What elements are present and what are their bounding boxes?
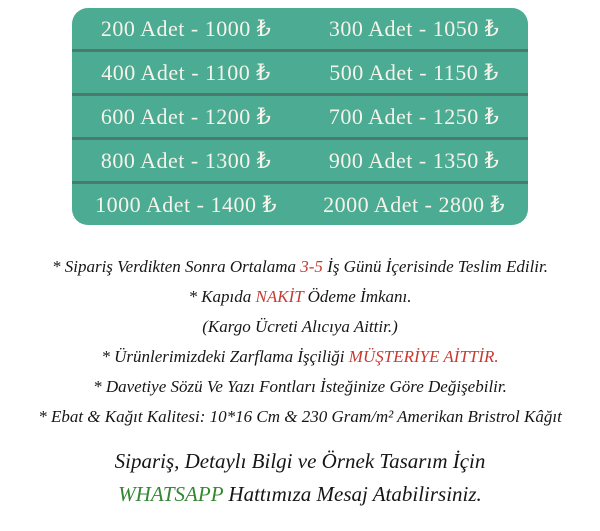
price-cell: 2000 Adet - 2800 ₺ bbox=[323, 191, 505, 217]
delivery-note-highlight: 3-5 bbox=[300, 257, 323, 276]
price-table-row bbox=[72, 181, 528, 225]
price-cell: 900 Adet - 1350 ₺ bbox=[328, 147, 500, 173]
footer-cta bbox=[0, 445, 600, 511]
notes-section bbox=[0, 258, 600, 426]
price-table-row bbox=[72, 8, 528, 49]
payment-note-pre: * Kapıda bbox=[188, 287, 256, 306]
price-table-row bbox=[72, 137, 528, 181]
delivery-note-pre: * Sipariş Verdikten Sonra Ortalama bbox=[52, 257, 301, 276]
payment-note-post: Ödeme İmkanı. bbox=[303, 287, 412, 306]
whatsapp-label: WHATSAPP bbox=[118, 482, 224, 506]
delivery-note-post: İş Günü İçerisinde Teslim Edilir. bbox=[322, 257, 548, 276]
price-cell: 700 Adet - 1250 ₺ bbox=[328, 103, 500, 129]
price-cell: 300 Adet - 1050 ₺ bbox=[328, 15, 500, 41]
price-table bbox=[72, 8, 528, 225]
price-cell: 800 Adet - 1300 ₺ bbox=[100, 147, 272, 173]
footer-line-2 bbox=[0, 478, 600, 511]
shipping-note: (Kargo Ücreti Alıcıya Aittir.) bbox=[202, 317, 398, 336]
price-cell: 1000 Adet - 1400 ₺ bbox=[95, 191, 277, 217]
price-cell: 600 Adet - 1200 ₺ bbox=[100, 103, 272, 129]
footer-line-1: Sipariş, Detaylı Bilgi ve Örnek Tasarım İçin bbox=[114, 449, 486, 473]
price-cell: 500 Adet - 1150 ₺ bbox=[329, 59, 499, 85]
labor-note bbox=[0, 348, 600, 366]
price-cell: 400 Adet - 1100 ₺ bbox=[101, 59, 271, 85]
size-note: * Ebat & Kağıt Kalitesi: 10*16 Cm & 230 Gram/m² Amerikan Bristrol Kâğıt bbox=[38, 407, 562, 426]
price-table-row bbox=[72, 49, 528, 93]
delivery-note bbox=[0, 258, 600, 276]
labor-note-pre: * Ürünlerimizdeki Zarflama İşçiliği bbox=[101, 347, 349, 366]
price-cell: 200 Adet - 1000 ₺ bbox=[100, 15, 272, 41]
payment-note-highlight: NAKİT bbox=[255, 287, 304, 306]
payment-note bbox=[0, 288, 600, 306]
fonts-note: * Davetiye Sözü Ve Yazı Fontları İsteğinize Göre Değişebilir. bbox=[93, 377, 507, 396]
labor-note-highlight: MÜŞTERİYE AİTTİR. bbox=[348, 347, 499, 366]
flyer-page bbox=[0, 8, 600, 531]
price-table-row bbox=[72, 93, 528, 137]
footer-line-2-rest: Hattımıza Mesaj Atabilirsiniz. bbox=[223, 482, 482, 506]
